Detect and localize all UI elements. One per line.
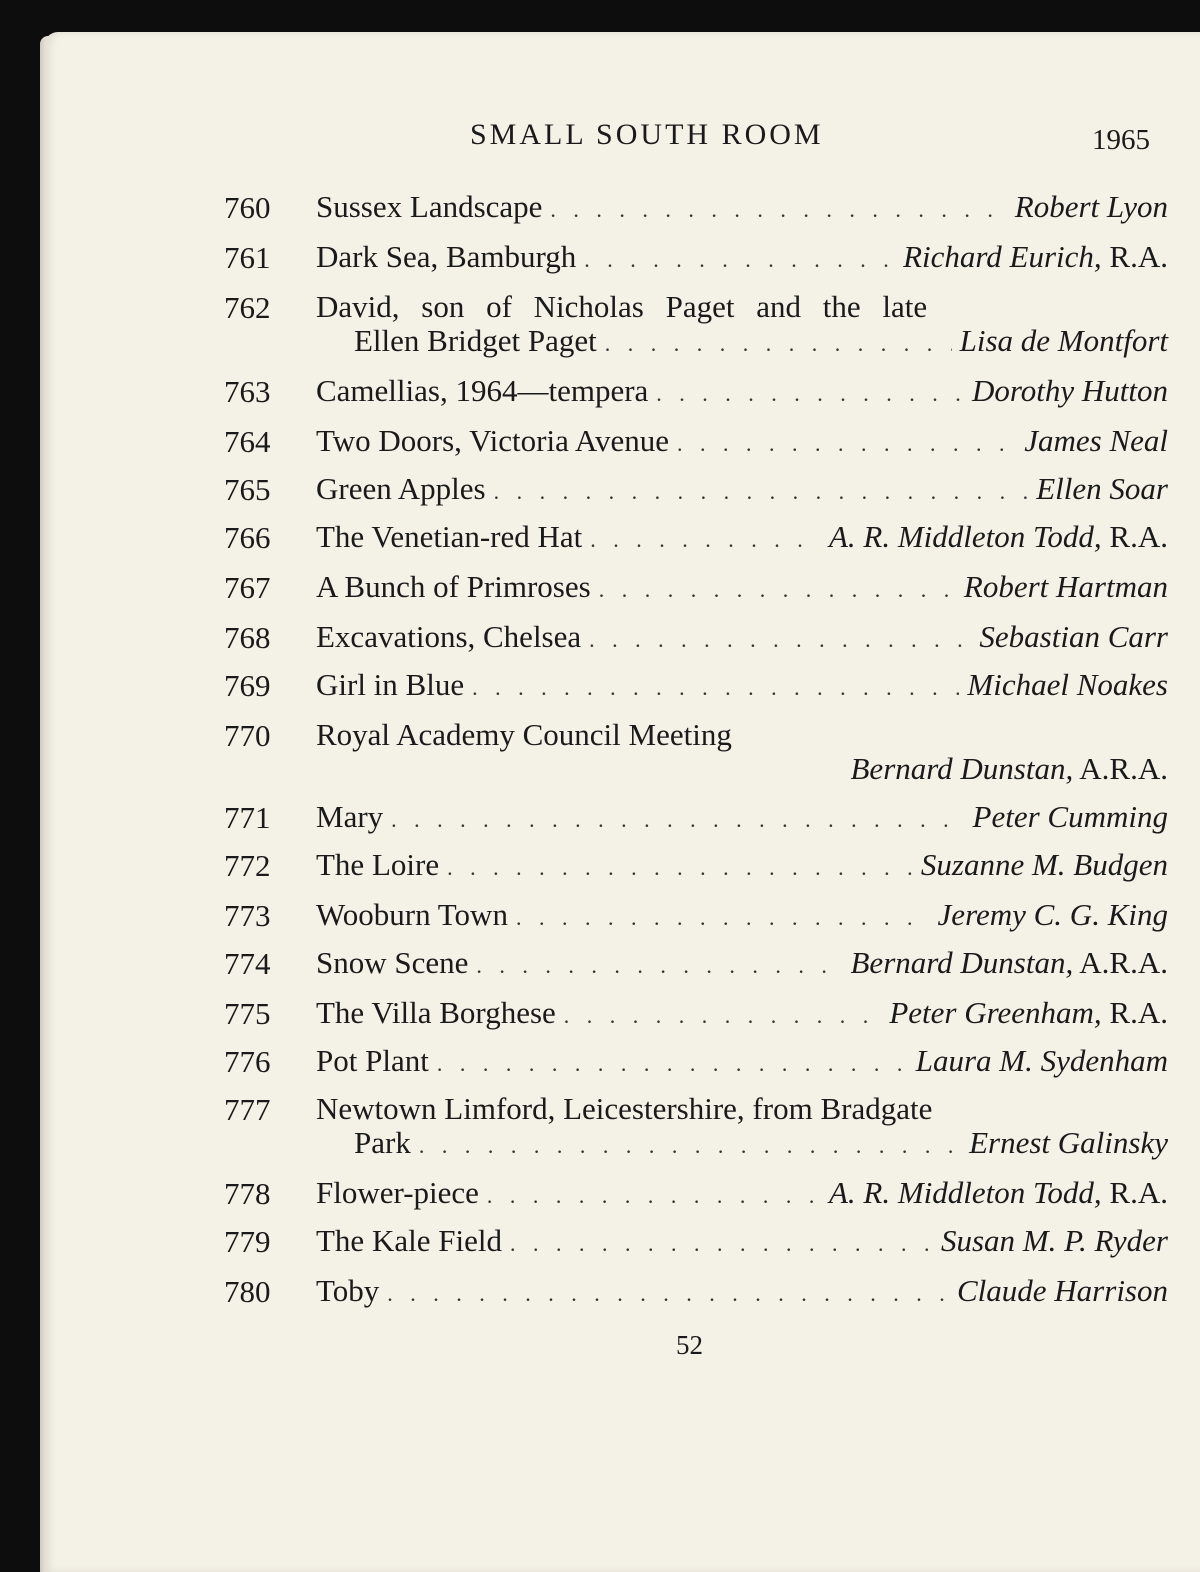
leader-dots bbox=[516, 901, 930, 935]
entry-title: Mary bbox=[316, 799, 384, 834]
leader-dots bbox=[472, 671, 959, 705]
entry-number: 763 bbox=[224, 374, 271, 409]
entry-number: 768 bbox=[224, 620, 271, 655]
entry-title: David, son of Nicholas Paget and the late bbox=[316, 289, 928, 324]
leader-dots bbox=[510, 1227, 933, 1261]
list-item bbox=[224, 1176, 1168, 1210]
entry-title: Camellias, 1964—tempera bbox=[316, 373, 649, 408]
entry-title: Dark Sea, Bamburgh bbox=[316, 239, 577, 274]
entry-artist: Laura M. Sydenham bbox=[915, 1043, 1168, 1078]
list-item bbox=[224, 620, 1168, 654]
leader-dots bbox=[550, 193, 1006, 227]
entry-artist: Robert Hartman bbox=[963, 569, 1168, 604]
leader-dots bbox=[656, 377, 964, 411]
list-item bbox=[224, 374, 1168, 408]
entry-artist: Michael Noakes bbox=[967, 667, 1168, 702]
list-item bbox=[224, 898, 1168, 932]
page-number: 52 bbox=[676, 1330, 703, 1360]
entry-number: 762 bbox=[224, 290, 271, 325]
list-item bbox=[224, 190, 1168, 224]
list-item bbox=[224, 800, 1168, 834]
leader-dots bbox=[564, 999, 882, 1033]
entry-title: Girl in Blue bbox=[316, 667, 465, 702]
entry-artist: Ernest Galinsky bbox=[969, 1125, 1168, 1160]
room-title: SMALL SOUTH ROOM bbox=[470, 118, 824, 151]
list-item bbox=[224, 1224, 1168, 1258]
leader-dots bbox=[476, 949, 842, 983]
entry-artist: Lisa de Montfort bbox=[959, 323, 1168, 358]
entry-title: Royal Academy Council Meeting bbox=[316, 717, 732, 752]
entry-artist: Susan M. P. Ryder bbox=[940, 1223, 1168, 1258]
entry-number: 774 bbox=[224, 946, 271, 981]
leader-dots bbox=[391, 803, 964, 837]
entry-number: 771 bbox=[224, 800, 271, 835]
entry-artist: A. R. Middleton Todd, R.A. bbox=[828, 1175, 1168, 1210]
entry-number: 777 bbox=[224, 1092, 271, 1127]
year: 1965 bbox=[1092, 124, 1150, 156]
leader-dots bbox=[447, 851, 913, 885]
entry-number: 772 bbox=[224, 848, 271, 883]
entry-number: 766 bbox=[224, 520, 271, 555]
entry-title: Sussex Landscape bbox=[316, 189, 543, 224]
entry-title: Wooburn Town bbox=[316, 897, 508, 932]
entry-title: Newtown Limford, Leicestershire, from Bradgate bbox=[316, 1091, 933, 1126]
entry-artist: Sebastian Carr bbox=[979, 619, 1168, 654]
list-item bbox=[224, 520, 1168, 554]
leader-dots bbox=[589, 623, 971, 657]
leader-dots bbox=[677, 427, 1016, 461]
entry-title-continued: Ellen Bridget Paget bbox=[354, 323, 597, 358]
leader-dots bbox=[494, 475, 1029, 509]
entry-title: Toby bbox=[316, 1273, 380, 1308]
leader-dots bbox=[487, 1179, 821, 1213]
list-item bbox=[224, 848, 1168, 882]
entry-number: 764 bbox=[224, 424, 271, 459]
list-item bbox=[224, 668, 1168, 702]
entry-title: The Villa Borghese bbox=[316, 995, 556, 1030]
list-item bbox=[224, 946, 1168, 980]
entry-artist: Ellen Soar bbox=[1036, 471, 1168, 506]
leader-dots bbox=[584, 243, 895, 277]
entry-number: 776 bbox=[224, 1044, 271, 1079]
entry-artist: Suzanne M. Budgen bbox=[920, 847, 1168, 882]
entry-title: The Venetian-red Hat bbox=[316, 519, 583, 554]
list-item bbox=[224, 424, 1168, 458]
entry-artist: A. R. Middleton Todd, R.A. bbox=[828, 519, 1168, 554]
entry-number: 778 bbox=[224, 1176, 271, 1211]
entry-title: The Loire bbox=[316, 847, 440, 882]
entry-title: Excavations, Chelsea bbox=[316, 619, 582, 654]
entry-number: 760 bbox=[224, 190, 271, 225]
list-item bbox=[224, 290, 1168, 358]
entry-artist: Peter Cumming bbox=[972, 799, 1168, 834]
leader-dots bbox=[590, 523, 821, 557]
entry-title-continued: Park bbox=[354, 1125, 411, 1160]
list-item bbox=[224, 472, 1168, 506]
entry-title: Snow Scene bbox=[316, 945, 469, 980]
list-item bbox=[224, 1274, 1168, 1308]
list-item bbox=[224, 240, 1168, 274]
entry-artist: James Neal bbox=[1024, 423, 1168, 458]
leader-dots bbox=[437, 1047, 908, 1081]
leader-dots bbox=[605, 327, 952, 361]
entry-number: 773 bbox=[224, 898, 271, 933]
entry-number: 775 bbox=[224, 996, 271, 1031]
list-item bbox=[224, 996, 1168, 1030]
entry-artist: Bernard Dunstan, A.R.A. bbox=[850, 945, 1168, 980]
list-item bbox=[224, 570, 1168, 604]
entry-title: The Kale Field bbox=[316, 1223, 502, 1258]
entry-artist: Peter Greenham, R.A. bbox=[889, 995, 1168, 1030]
entry-artist: Robert Lyon bbox=[1014, 189, 1168, 224]
entry-number: 765 bbox=[224, 472, 271, 507]
list-item bbox=[224, 1092, 1168, 1160]
leader-dots bbox=[419, 1129, 961, 1163]
entry-artist: Claude Harrison bbox=[957, 1273, 1168, 1308]
entry-number: 767 bbox=[224, 570, 271, 605]
leader-dots bbox=[599, 573, 956, 607]
entry-title: Flower-piece bbox=[316, 1175, 479, 1210]
list-item bbox=[224, 1044, 1168, 1078]
entry-number: 780 bbox=[224, 1274, 271, 1309]
entry-artist: Richard Eurich, R.A. bbox=[903, 239, 1168, 274]
entry-title: Pot Plant bbox=[316, 1043, 429, 1078]
entry-number: 761 bbox=[224, 240, 271, 275]
entry-title: A Bunch of Primroses bbox=[316, 569, 591, 604]
entry-title: Green Apples bbox=[316, 471, 486, 506]
entry-number: 779 bbox=[224, 1224, 271, 1259]
entry-number: 769 bbox=[224, 668, 271, 703]
list-item bbox=[224, 718, 1168, 786]
leader-dots bbox=[387, 1277, 949, 1311]
entry-artist: Dorothy Hutton bbox=[971, 373, 1168, 408]
entry-number: 770 bbox=[224, 718, 271, 753]
entry-artist: Jeremy C. G. King bbox=[937, 897, 1168, 932]
entry-artist: Bernard Dunstan, A.R.A. bbox=[850, 751, 1168, 786]
entry-title: Two Doors, Victoria Avenue bbox=[316, 423, 669, 458]
